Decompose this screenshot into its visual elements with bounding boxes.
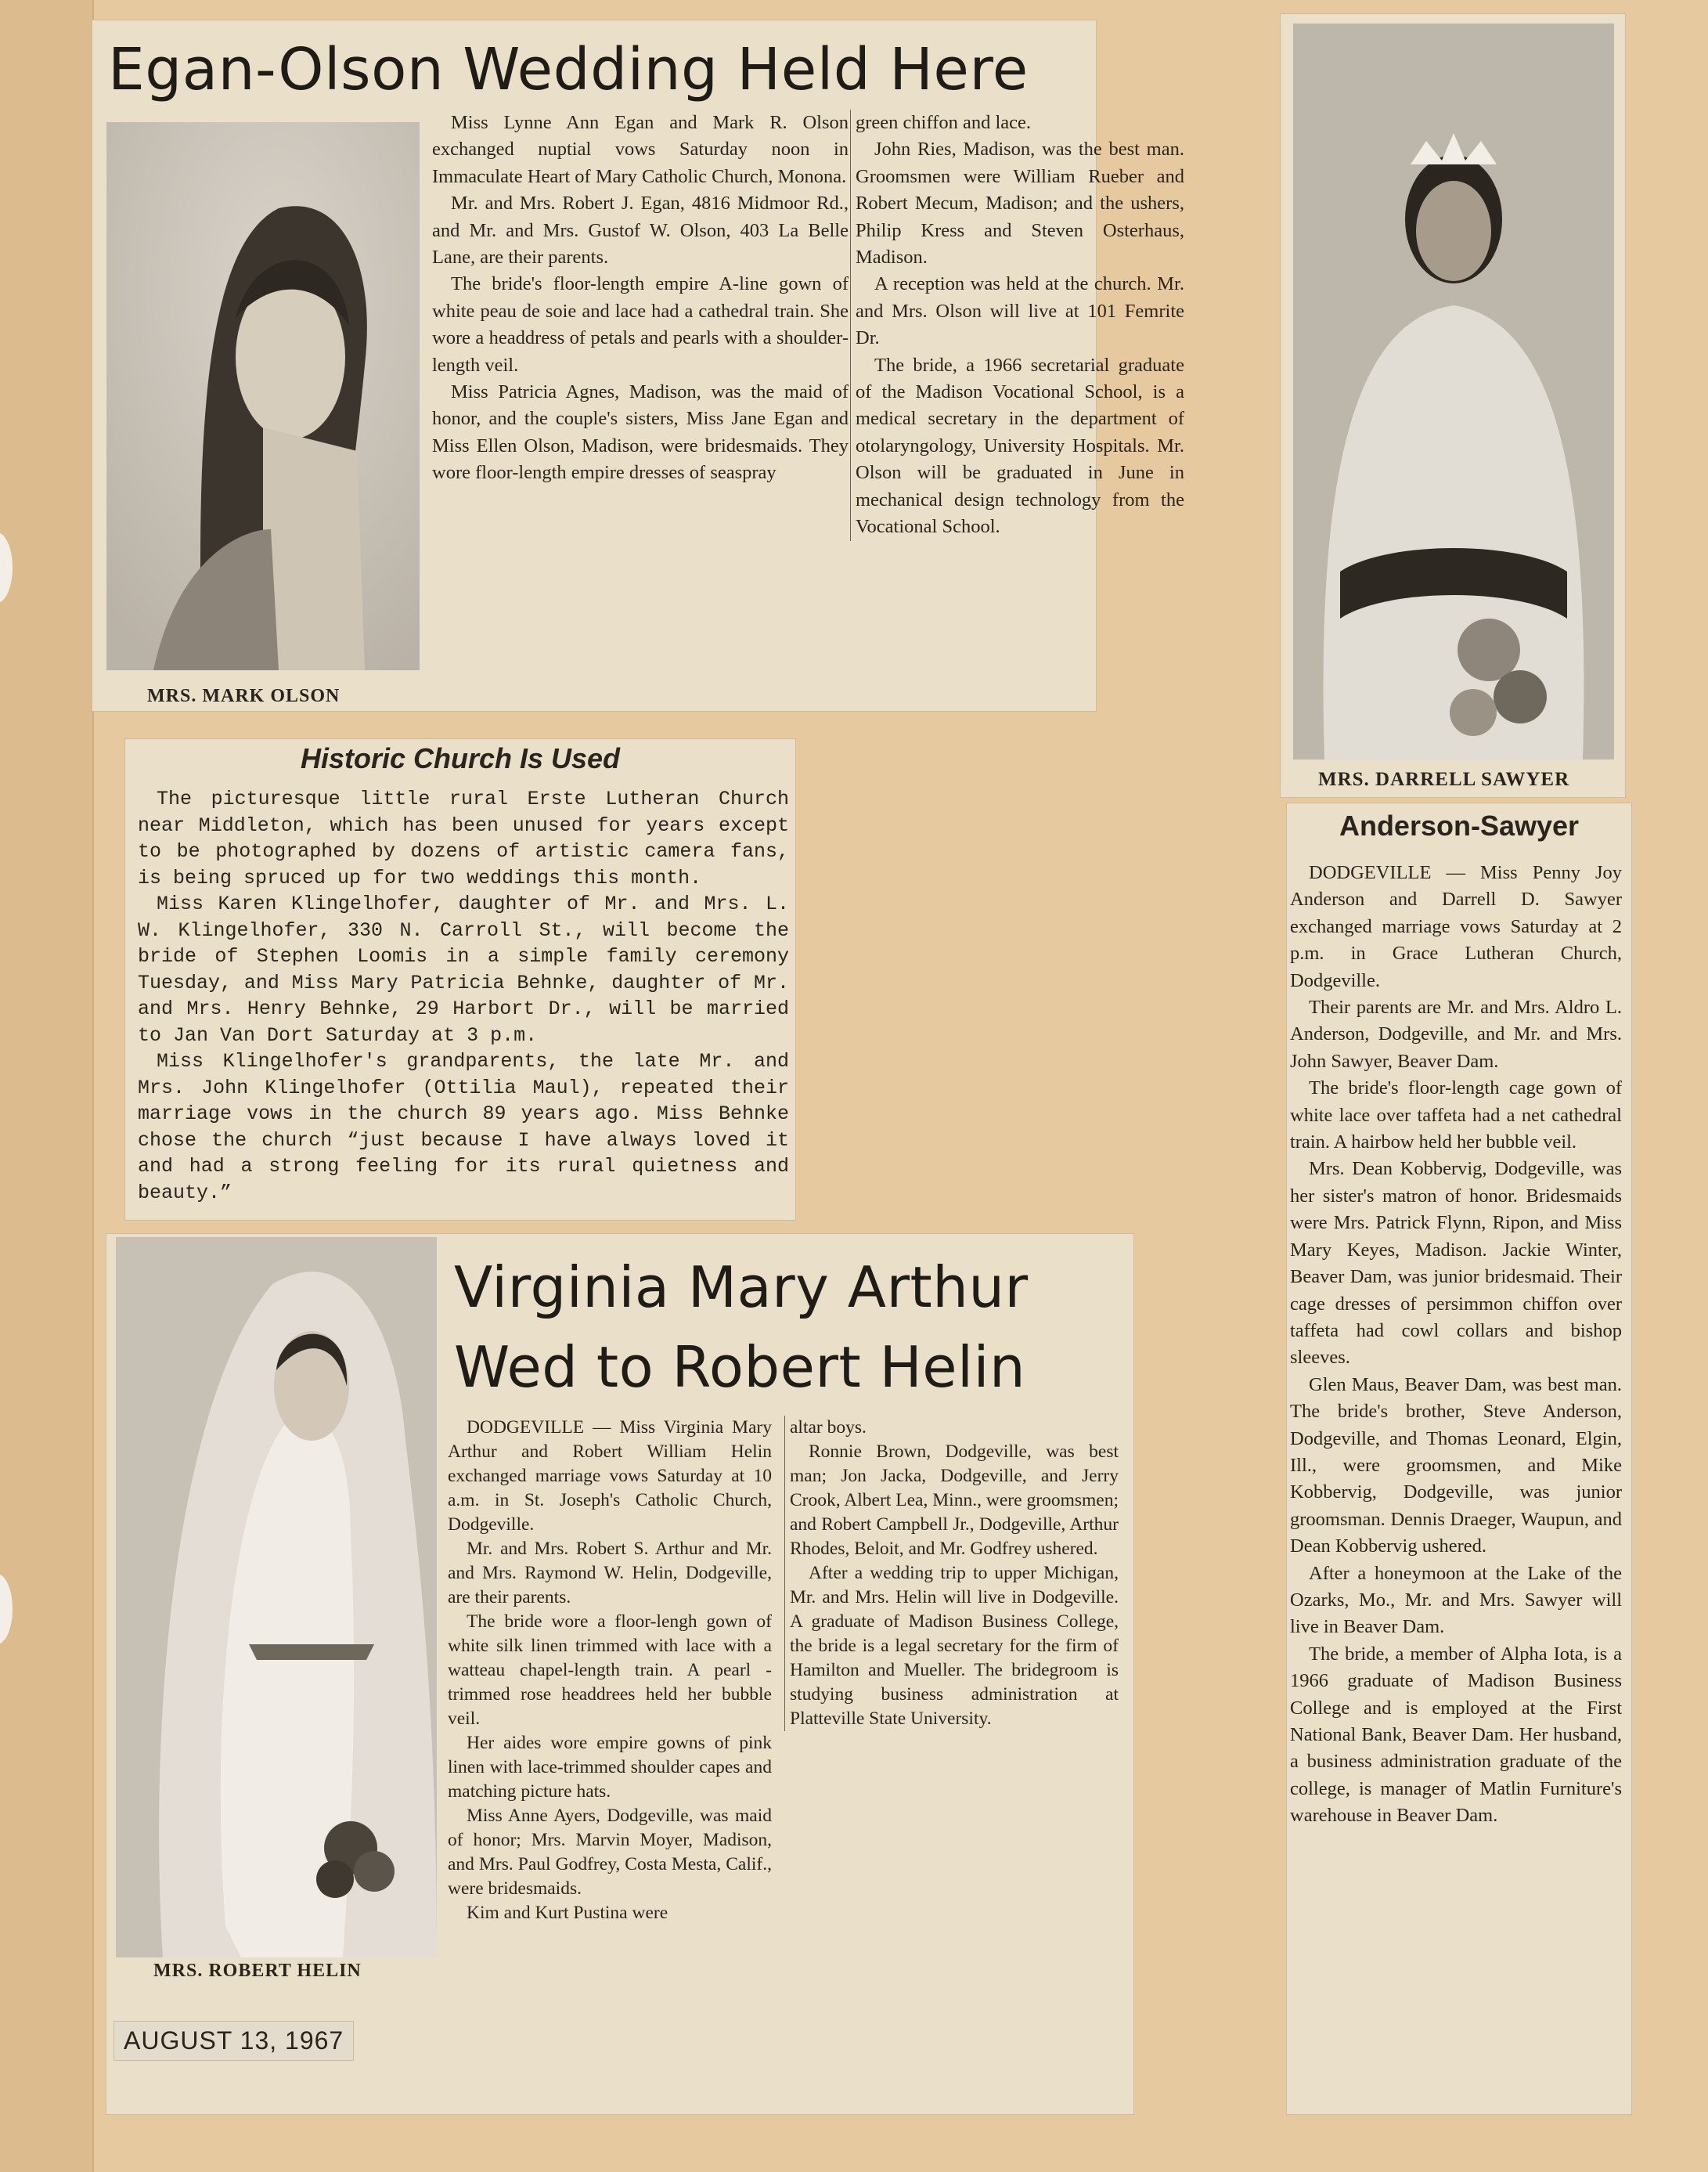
anderson-sawyer-paragraph: Glen Maus, Beaver Dam, was best man. The bride's brother, Steve Anderson, Dodgeville, and Thomas Leonard, Elgin, Ill., were groomsmen, and Mike Kobbervig, Dodgeville, was junior groomsman. Dennis Draeger, Waupun, and Dean Kobbervig ushered. bbox=[1290, 1373, 1622, 1557]
egan-olson-paragraph: John Ries, Madison, was the best man. Groomsmen were William Rueber and Robert Mecum, Madison; and the ushers, Philip Kress and Steven Osterhaus, Madison. bbox=[856, 139, 1184, 269]
egan-olson-paragraph: Miss Patricia Agnes, Madison, was the maid of honor, and the couple's sisters, Miss Jane Egan and Miss Ellen Olson, Madison, were bridesmaids. They wore floor-length empire dresses of seaspray bbox=[432, 381, 849, 484]
historic-church-headline: Historic Church Is Used bbox=[300, 742, 621, 774]
mrs-mark-olson-caption: MRS. MARK OLSON bbox=[147, 686, 341, 706]
arthur-helin-column-1 bbox=[448, 1416, 772, 1925]
bride-portrait-image bbox=[106, 122, 420, 670]
egan-olson-paragraph: A reception was held at the church. Mr. and Mrs. Olson will live at 101 Femrite Dr. bbox=[856, 273, 1184, 349]
arthur-helin-paragraph: Mr. and Mrs. Robert S. Arthur and Mr. and Mrs. Raymond W. Helin, Dodgeville, are their parents. bbox=[448, 1539, 772, 1607]
arthur-helin-paragraph: Her aides wore empire gowns of pink linen with lace-trimmed shoulder capes and matching picture hats. bbox=[448, 1733, 772, 1802]
mrs-mark-olson-photo bbox=[106, 122, 420, 670]
arthur-helin-paragraph: Ronnie Brown, Dodgeville, was best man; Jon Jacka, Dodgeville, and Jerry Crook, Albert Lea, Minn., were groomsmen; and Robert Campbell Jr., Dodgeville, Arthur Rhodes, Beloit, and Mr. Godfrey ushered. bbox=[790, 1441, 1119, 1559]
historic-church-body bbox=[138, 786, 789, 1206]
anderson-sawyer-paragraph: Mrs. Dean Kobbervig, Dodgeville, was her sister's matron of honor. Bridesmaids were Mrs. Patrick Flynn, Ripon, and Miss Mary Keyes, Madison. Jackie Winter, Beaver Dam, was junior bridesmaid. Their cage dresses of persimmon chiffon over taffeta had cowl collars and bishop sleeves. bbox=[1290, 1158, 1622, 1369]
egan-olson-column-2 bbox=[850, 110, 1184, 541]
bride-with-veil-image bbox=[116, 1237, 437, 1957]
anderson-sawyer-paragraph: The bride's floor-length cage gown of white lace over taffeta had a net cathedral train. A hairbow held her bubble veil. bbox=[1290, 1077, 1622, 1153]
bride-with-crown-image bbox=[1293, 23, 1614, 759]
anderson-sawyer-headline: Anderson-Sawyer bbox=[1339, 810, 1580, 842]
arthur-helin-paragraph: altar boys. bbox=[790, 1417, 867, 1438]
date-stamp: AUGUST 13, 1967 bbox=[114, 2022, 353, 2060]
arthur-helin-paragraph: DODGEVILLE — Miss Virginia Mary Arthur and Robert William Helin exchanged marriage vows Saturday at 10 a.m. in St. Joseph's Catholic Church, Dodgeville. bbox=[448, 1417, 772, 1535]
anderson-sawyer-clipping bbox=[1287, 803, 1631, 2114]
anderson-sawyer-paragraph: After a honeymoon at the Lake of the Ozarks, Mo., Mr. and Mrs. Sawyer will live in Beaver Dam. bbox=[1290, 1562, 1622, 1638]
anderson-sawyer-paragraph: DODGEVILLE — Miss Penny Joy Anderson and Darrell D. Sawyer exchanged marriage vows Saturday at 2 p.m. in Grace Lutheran Church, Dodgeville. bbox=[1290, 862, 1622, 991]
historic-church-clipping bbox=[125, 739, 795, 1220]
egan-olson-paragraph: Miss Lynne Ann Egan and Mark R. Olson exchanged nuptial vows Saturday noon in Immaculate Heart of Mary Catholic Church, Monona. bbox=[432, 112, 849, 187]
historic-church-paragraph: Miss Klingelhofer's grandparents, the late Mr. and Mrs. John Klingelhofer (Ottilia Maul), repeated their marriage vows in the church 89 years ago. Miss Behnke chose the church “just because I have always loved it and had a strong feeling for its rural quietness and beauty.” bbox=[138, 1050, 789, 1204]
egan-olson-paragraph: green chiffon and lace. bbox=[856, 112, 1032, 133]
arthur-helin-paragraph: Miss Anne Ayers, Dodgeville, was maid of honor; Mrs. Marvin Moyer, Madison, and Mrs. Paul Godfrey, Costa Mesta, Calif., were bridesmaids. bbox=[448, 1806, 772, 1899]
arthur-helin-headline-line-1: Virginia Mary Arthur bbox=[454, 1254, 1029, 1320]
historic-church-paragraph: The picturesque little rural Erste Lutheran Church near Middleton, which has been unused for years except to be photographed by dozens of artistic camera fans, is being spruced up for two weddings this month. bbox=[138, 788, 789, 889]
anderson-sawyer-paragraph: Their parents are Mr. and Mrs. Aldro L. Anderson, Dodgeville, and Mr. and Mrs. John Sawyer, Beaver Dam. bbox=[1290, 997, 1622, 1072]
arthur-helin-paragraph: The bride wore a floor-lengh gown of white silk linen trimmed with lace with a watteau chapel-length train. A pearl - trimmed rose headdrees held her bubble veil. bbox=[448, 1611, 772, 1729]
arthur-helin-paragraph: After a wedding trip to upper Michigan, Mr. and Mrs. Helin will live in Dodgeville. A graduate of Madison Business College, the bride is a legal secretary for the firm of Hamilton and Mueller. The bridegroom is studying business administration at Platteville State University. bbox=[790, 1563, 1119, 1729]
mrs-darrell-sawyer-photo bbox=[1293, 23, 1614, 759]
sawyer-photo-clipping bbox=[1281, 14, 1625, 797]
arthur-helin-clipping bbox=[106, 1234, 1133, 2114]
mrs-robert-helin-caption: MRS. ROBERT HELIN bbox=[153, 1961, 362, 1981]
egan-olson-paragraph: The bride's floor-length empire A-line gown of white peau de soie and lace had a cathedral train. She wore a headdress of petals and pearls with a shoulder-length veil. bbox=[432, 273, 849, 376]
egan-olson-paragraph: The bride, a 1966 secretarial graduate of the Madison Vocational School, is a medical secretary in the department of otolaryngology, University Hospitals. Mr. Olson will be graduated in June in mechanical design technology from the Vocational School. bbox=[856, 354, 1184, 538]
historic-church-paragraph: Miss Karen Klingelhofer, daughter of Mr. and Mrs. L. W. Klingelhofer, 330 N. Carroll St., will become the bride of Stephen Loomis in a simple family ceremony Tuesday, and Miss Mary Patricia Behnke, daughter of Mr. and Mrs. Henry Behnke, 29 Harbort Dr., will be married to Jan Van Dort Saturday at 3 p.m. bbox=[138, 893, 789, 1047]
egan-olson-column-1 bbox=[432, 110, 849, 487]
arthur-helin-column-2 bbox=[784, 1416, 1119, 1731]
anderson-sawyer-paragraph: The bride, a member of Alpha Iota, is a 1966 graduate of Madison Business College and is employed at the First National Bank, Beaver Dam. Her husband, a business administration graduate of the college, is manager of Matlin Furniture's warehouse in Beaver Dam. bbox=[1290, 1643, 1622, 1827]
mrs-robert-helin-photo bbox=[116, 1237, 437, 1957]
mrs-darrell-sawyer-caption: MRS. DARRELL SAWYER bbox=[1318, 769, 1570, 790]
egan-olson-headline: Egan-Olson Wedding Held Here bbox=[108, 36, 1029, 103]
egan-olson-paragraph: Mr. and Mrs. Robert J. Egan, 4816 Midmoor Rd., and Mr. and Mrs. Gustof W. Olson, 403 La Belle Lane, are their parents. bbox=[432, 193, 849, 269]
anderson-sawyer-body bbox=[1290, 860, 1622, 1830]
arthur-helin-headline-line-2: Wed to Robert Helin bbox=[454, 1334, 1026, 1400]
arthur-helin-paragraph: Kim and Kurt Pustina were bbox=[467, 1903, 668, 1923]
egan-olson-clipping bbox=[92, 20, 1184, 711]
scrapbook-page-margin bbox=[0, 0, 94, 2172]
